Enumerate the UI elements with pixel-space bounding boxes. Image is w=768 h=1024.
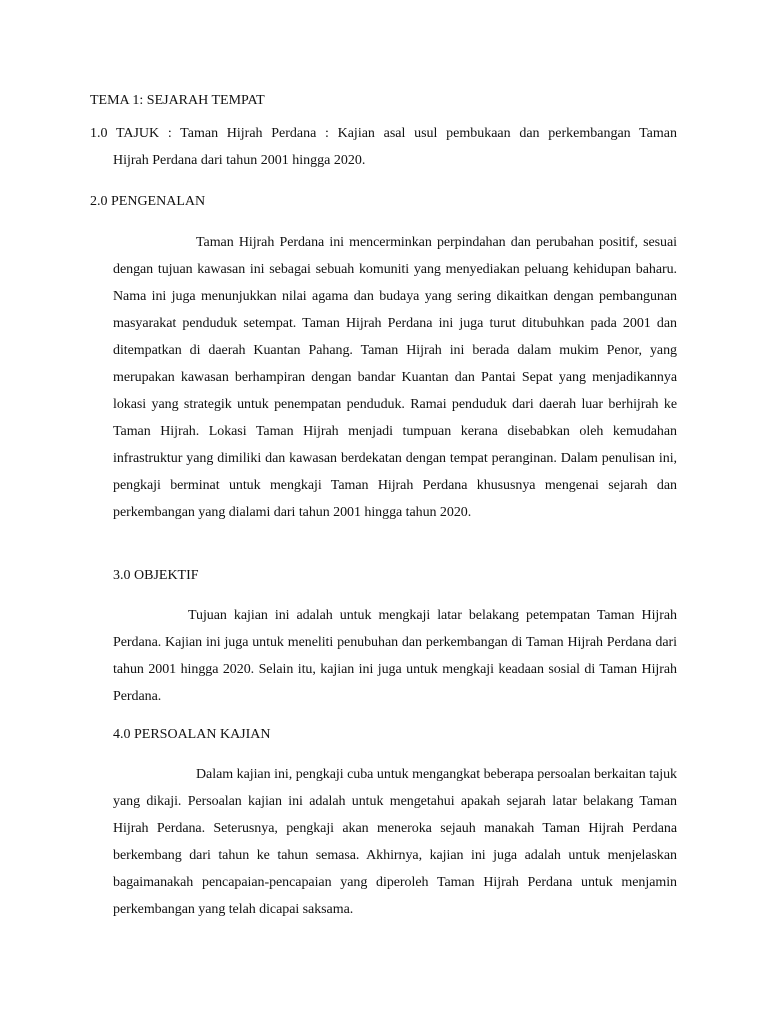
section-body-pengenalan: Taman Hijrah Perdana ini mencerminkan perpindahan dan perubahan positif, sesuai dengan tujuan kawasan ini sebagai sebuah komuniti yang menyediakan peluang kehidupan baharu. Nama ini juga menunjukkan nilai agama dan budaya yang sering dikaitkan dengan pembangunan masyarakat penduduk setempat. Taman Hijrah Perdana ini juga turut ditubuhkan pada 2001 dan ditempatkan di daerah Kuantan Pahang. Taman Hijrah ini berada dalam mukim Penor, yang merupakan kawasan berhampiran dengan bandar Kuantan dan Pantai Sepat yang menjadikannya lokasi yang strategik untuk penempatan penduduk. Ramai penduduk dari daerah luar berhijrah ke Taman Hijrah. Lokasi Taman Hijrah menjadi tumpuan kerana disebabkan oleh kemudahan infrastruktur yang dimiliki dan kawasan berdekatan dengan tempat peranginan. Dalam penulisan ini, pengkaji berminat untuk mengkaji Taman Hijrah Perdana khususnya mengenai sejarah dan perkembangan yang dialami dari tahun 2001 hingga tahun 2020. bbox=[113, 235, 677, 520]
title-line-1: 1.0 TAJUK : Taman Hijrah Perdana : Kajian asal usul pembukaan dan perkembangan Taman bbox=[90, 126, 677, 141]
section-heading-objektif: 3.0 OBJEKTIF bbox=[113, 568, 199, 583]
title-line-2: Hijrah Perdana dari tahun 2001 hingga 2020. bbox=[113, 153, 366, 168]
theme-heading: TEMA 1: SEJARAH TEMPAT bbox=[90, 93, 265, 108]
section-body-persoalan-kajian: Dalam kajian ini, pengkaji cuba untuk mengangkat beberapa persoalan berkaitan tajuk yang dikaji. Persoalan kajian ini adalah untuk mengetahui apakah sejarah latar belakang Taman Hijrah Perdana. Seterusnya, pengkaji akan meneroka sejauh manakah Taman Hijrah Perdana berkembang dari tahun ke tahun semasa. Akhirnya, kajian ini juga adalah untuk menjelaskan bagaimanakah pencapaian-pencapaian yang diperoleh Taman Hijrah Perdana untuk menjamin perkembangan yang telah dicapai saksama. bbox=[113, 767, 677, 917]
section-heading-persoalan-kajian: 4.0 PERSOALAN KAJIAN bbox=[113, 727, 271, 742]
section-heading-pengenalan: 2.0 PENGENALAN bbox=[90, 194, 206, 209]
section-body-objektif: Tujuan kajian ini adalah untuk mengkaji latar belakang petempatan Taman Hijrah Perdana. Kajian ini juga untuk meneliti penubuhan dan perkembangan di Taman Hijrah Perdana dari tahun 2001 hingga 2020. Selain itu, kajian ini juga untuk mengkaji keadaan sosial di Taman Hijrah Perdana. bbox=[113, 608, 677, 704]
